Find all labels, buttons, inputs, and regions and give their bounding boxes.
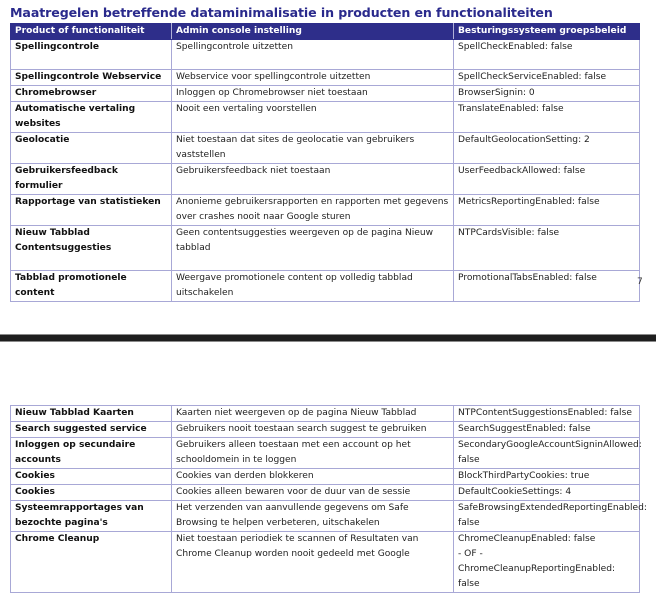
- table-row: [11, 164, 640, 195]
- product-cell: Tabblad promotionele content: [11, 271, 172, 302]
- group-policy-cell: DefaultCookieSettings: 4: [454, 485, 640, 501]
- data-minimization-table-page-2: [10, 405, 647, 593]
- product-cell: Chromebrowser: [11, 86, 172, 102]
- table-row: [11, 469, 640, 485]
- admin-setting-cell: Spellingcontrole uitzetten: [172, 40, 454, 70]
- table-row: [11, 438, 640, 469]
- admin-setting-cell: Niet toestaan periodiek te scannen of Resultaten van Chrome Cleanup worden nooit gedeeld met Google: [172, 532, 454, 593]
- group-policy-cell: SecondaryGoogleAccountSigninAllowed: false: [454, 438, 640, 469]
- product-cell: Geolocatie: [11, 133, 172, 164]
- table-row: [11, 70, 640, 86]
- admin-setting-cell: Nooit een vertaling voorstellen: [172, 102, 454, 133]
- admin-setting-cell: Kaarten niet weergeven op de pagina Nieuw Tabblad: [172, 406, 454, 422]
- product-cell: Gebruikersfeedback formulier: [11, 164, 172, 195]
- table-row: [11, 226, 640, 271]
- product-cell: Nieuw Tabblad Kaarten: [11, 406, 172, 422]
- table-row: [11, 102, 640, 133]
- product-cell: Rapportage van statistieken: [11, 195, 172, 226]
- column-header-product: Product of functionaliteit: [11, 24, 172, 40]
- product-cell: Nieuw Tabblad Contentsuggesties: [11, 226, 172, 271]
- admin-setting-cell: Cookies alleen bewaren voor de duur van de sessie: [172, 485, 454, 501]
- product-cell: Spellingcontrole Webservice: [11, 70, 172, 86]
- table-row: [11, 86, 640, 102]
- group-policy-cell: BlockThirdPartyCookies: true: [454, 469, 640, 485]
- admin-setting-cell: Gebruikersfeedback niet toestaan: [172, 164, 454, 195]
- table-row: [11, 195, 640, 226]
- group-policy-cell: SearchSuggestEnabled: false: [454, 422, 640, 438]
- column-header-admin-setting: Admin console instelling: [172, 24, 454, 40]
- admin-setting-cell: Anonieme gebruikersrapporten en rapporten met gegevens over crashes nooit naar Google sturen: [172, 195, 454, 226]
- admin-setting-cell: Weergave promotionele content op volledig tabblad uitschakelen: [172, 271, 454, 302]
- table-row: [11, 40, 640, 70]
- product-cell: Systeemrapportages van bezochte pagina's: [11, 501, 172, 532]
- table-row: [11, 485, 640, 501]
- group-policy-cell: MetricsReportingEnabled: false: [454, 195, 640, 226]
- table-row: [11, 422, 640, 438]
- admin-setting-cell: Niet toestaan dat sites de geolocatie van gebruikers vaststellen: [172, 133, 454, 164]
- product-cell: Cookies: [11, 485, 172, 501]
- group-policy-cell: PromotionalTabsEnabled: false: [454, 271, 640, 302]
- table-row: [11, 532, 640, 593]
- group-policy-cell: DefaultGeolocationSetting: 2: [454, 133, 640, 164]
- group-policy-cell: BrowserSignin: 0: [454, 86, 640, 102]
- group-policy-cell: NTPCardsVisible: false: [454, 226, 640, 271]
- table-header-row: [11, 24, 640, 40]
- group-policy-cell: TranslateEnabled: false: [454, 102, 640, 133]
- admin-setting-cell: Geen contentsuggesties weergeven op de pagina Nieuw tabblad: [172, 226, 454, 271]
- admin-setting-cell: Webservice voor spellingcontrole uitzetten: [172, 70, 454, 86]
- group-policy-cell: SpellCheckServiceEnabled: false: [454, 70, 640, 86]
- page-break-divider: [0, 334, 656, 342]
- product-cell: Inloggen op secundaire accounts: [11, 438, 172, 469]
- product-cell: Cookies: [11, 469, 172, 485]
- product-cell: Search suggested service: [11, 422, 172, 438]
- admin-setting-cell: Gebruikers nooit toestaan search suggest te gebruiken: [172, 422, 454, 438]
- column-header-group-policy: Besturingssysteem groepsbeleid: [454, 24, 640, 40]
- group-policy-cell: UserFeedbackAllowed: false: [454, 164, 640, 195]
- product-cell: Automatische vertaling websites: [11, 102, 172, 133]
- data-minimization-table-page-1: [10, 23, 640, 302]
- product-cell: Chrome Cleanup: [11, 532, 172, 593]
- admin-setting-cell: Het verzenden van aanvullende gegevens om Safe Browsing te helpen verbeteren, uitschakelen: [172, 501, 454, 532]
- table-row: [11, 406, 640, 422]
- table-row: [11, 501, 640, 532]
- document-title: Maatregelen betreffende dataminimalisatie in producten en functionaliteiten: [10, 5, 553, 20]
- group-policy-cell: NTPContentSuggestionsEnabled: false: [454, 406, 640, 422]
- group-policy-cell: ChromeCleanupEnabled: false - OF - ChromeCleanupReportingEnabled: false: [454, 532, 640, 593]
- page-number: 7: [637, 277, 643, 287]
- group-policy-cell: SafeBrowsingExtendedReportingEnabled: false: [454, 501, 640, 532]
- admin-setting-cell: Cookies van derden blokkeren: [172, 469, 454, 485]
- admin-setting-cell: Gebruikers alleen toestaan met een account op het schooldomein in te loggen: [172, 438, 454, 469]
- group-policy-cell: SpellCheckEnabled: false: [454, 40, 640, 70]
- table-row: [11, 271, 640, 302]
- table-row: [11, 133, 640, 164]
- product-cell: Spellingcontrole: [11, 40, 172, 70]
- admin-setting-cell: Inloggen op Chromebrowser niet toestaan: [172, 86, 454, 102]
